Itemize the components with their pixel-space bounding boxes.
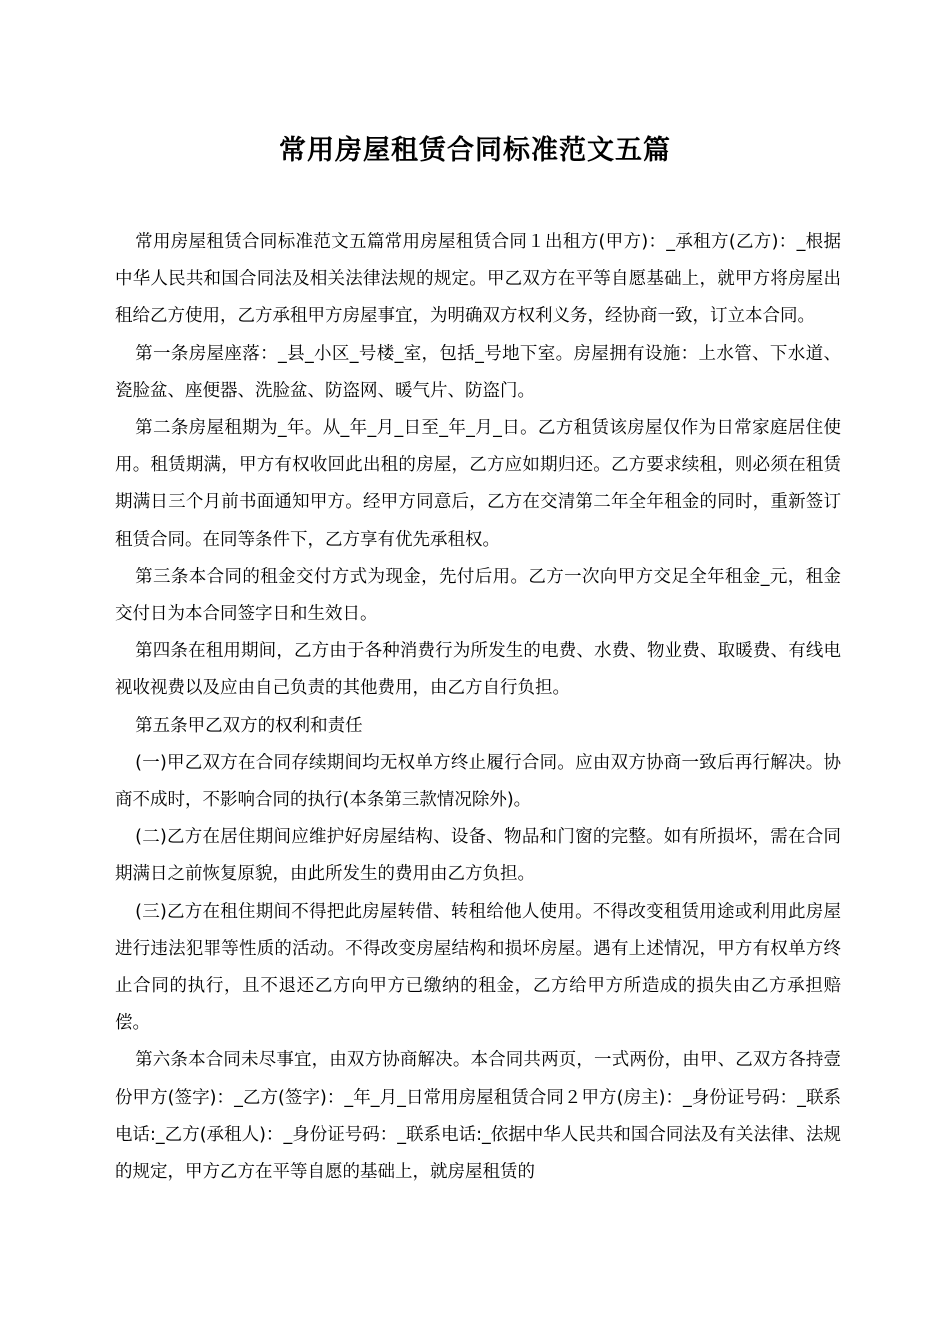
paragraph-article-3: 第三条本合同的租金交付方式为现金，先付后用。乙方一次向甲方交足全年租金_元，租金交付日为本合同签字日和生效日。 [115, 566, 841, 625]
paragraph-article-5-clause-3: (三)乙方在租住期间不得把此房屋转借、转租给他人使用。不得改变租赁用途或利用此房屋进行违法犯罪等性质的活动。不得改变房屋结构和损坏房屋。遇有上述情况，甲方有权单方终止合同的执行，且不退还乙方向甲方已缴纳的租金，乙方给甲方所造成的损失由乙方承担赔偿。 [115, 901, 841, 1034]
paragraph-article-1: 第一条房屋座落：_县_小区_号楼_室，包括_号地下室。房屋拥有设施：上水管、下水道、瓷脸盆、座便器、洗脸盆、防盗网、暖气片、防盗门。 [115, 343, 841, 401]
paragraph-article-6: 第六条本合同未尽事宜，由双方协商解决。本合同共两页，一式两份，由甲、乙双方各持壹份甲方(签字)：_乙方(签字)：_年_月_日常用房屋租赁合同２甲方(房主)：_身份证号码：_联系电话:_乙方(承租人)：_身份证号码：_联系电话:_依据中华人民共和国合同法及有关法律、法规的规定，甲方乙方在平等自愿的基础上，就房屋租赁的 [115, 1050, 841, 1183]
document-title: 常用房屋租赁合同标准范文五篇 [279, 135, 671, 166]
paragraph-intro: 常用房屋租赁合同标准范文五篇常用房屋租赁合同１出租方(甲方)：_承租方(乙方)：_根据中华人民共和国合同法及相关法律法规的规定。甲乙双方在平等自愿基础上，就甲方将房屋出租给乙方使用，乙方承租甲方房屋事宜，为明确双方权利义务，经协商一致，订立本合同。 [115, 232, 841, 327]
paragraph-article-5-clause-2: (二)乙方在居住期间应维护好房屋结构、设备、物品和门窗的完整。如有所损坏，需在合同期满日之前恢复原貌，由此所发生的费用由乙方负担。 [115, 827, 841, 885]
document-body [115, 224, 841, 1191]
paragraph-article-4: 第四条在租用期间，乙方由于各种消费行为所发生的电费、水费、物业费、取暖费、有线电视收视费以及应由自己负责的其他费用，由乙方自行负担。 [115, 641, 841, 699]
paragraph-article-5-heading: 第五条甲乙双方的权利和责任 [135, 715, 363, 736]
paragraph-article-2: 第二条房屋租期为_年。从_年_月_日至_年_月_日。乙方租赁该房屋仅作为日常家庭居住使用。租赁期满，甲方有权收回此出租的房屋，乙方应如期归还。乙方要求续租，则必须在租赁期满日三个月前书面通知甲方。经甲方同意后，乙方在交清第二年全年租金的同时，重新签订租赁合同。在同等条件下，乙方享有优先承租权。 [115, 418, 841, 550]
paragraph-article-5-clause-1: (一)甲乙双方在合同存续期间均无权单方终止履行合同。应由双方协商一致后再行解决。协商不成时，不影响合同的执行(本条第三款情况除外)。 [115, 752, 841, 811]
